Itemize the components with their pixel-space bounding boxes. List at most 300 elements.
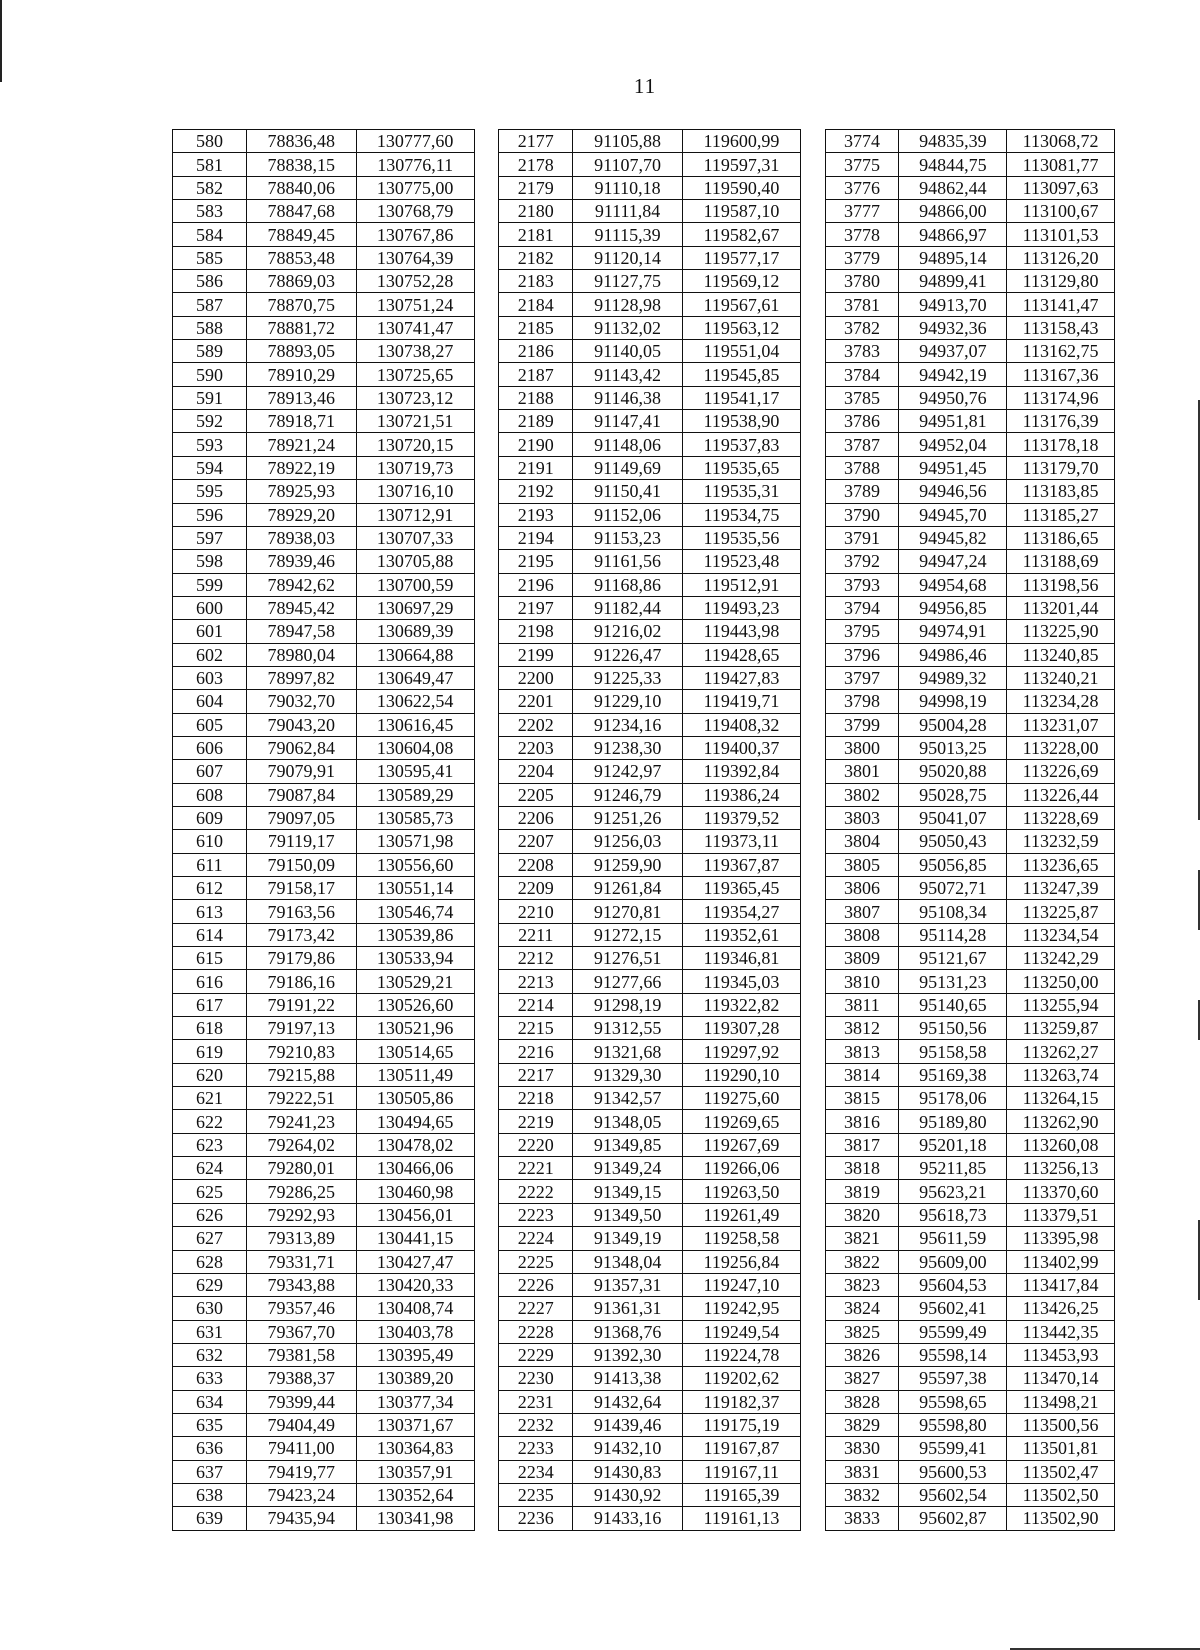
table-cell-y-coordinate: 119535,31 — [682, 480, 800, 503]
column-gap — [800, 1250, 825, 1273]
column-gap — [800, 1157, 825, 1180]
table-cell-y-coordinate: 130364,83 — [356, 1437, 474, 1460]
table-cell-x-coordinate: 91111,84 — [573, 200, 683, 223]
table-cell-x-coordinate: 79032,70 — [246, 690, 356, 713]
column-gap — [800, 1413, 825, 1436]
table-cell-point-id: 3808 — [825, 923, 899, 946]
table-cell-y-coordinate: 113250,00 — [1007, 970, 1115, 993]
table-cell-point-id: 613 — [173, 900, 247, 923]
table-cell-x-coordinate: 95072,71 — [899, 877, 1007, 900]
table-cell-y-coordinate: 113370,60 — [1007, 1180, 1115, 1203]
table-cell-y-coordinate: 113234,28 — [1007, 690, 1115, 713]
table-cell-x-coordinate: 91276,51 — [573, 947, 683, 970]
table-cell-x-coordinate: 94947,24 — [899, 550, 1007, 573]
table-cell-x-coordinate: 91259,90 — [573, 853, 683, 876]
table-cell-point-id: 594 — [173, 456, 247, 479]
table-row — [173, 503, 1115, 526]
table-cell-x-coordinate: 94989,32 — [899, 666, 1007, 689]
table-cell-y-coordinate: 119590,40 — [682, 176, 800, 199]
table-cell-y-coordinate: 130697,29 — [356, 596, 474, 619]
table-row — [173, 1507, 1115, 1530]
table-cell-point-id: 3826 — [825, 1343, 899, 1366]
column-gap — [474, 1227, 499, 1250]
table-row — [173, 1460, 1115, 1483]
table-cell-y-coordinate: 113068,72 — [1007, 130, 1115, 153]
table-cell-y-coordinate: 130712,91 — [356, 503, 474, 526]
table-cell-point-id: 2181 — [499, 223, 573, 246]
table-cell-point-id: 3798 — [825, 690, 899, 713]
table-cell-x-coordinate: 91238,30 — [573, 736, 683, 759]
table-cell-point-id: 586 — [173, 270, 247, 293]
column-gap — [800, 573, 825, 596]
table-cell-x-coordinate: 95611,59 — [899, 1227, 1007, 1250]
table-cell-x-coordinate: 94945,82 — [899, 526, 1007, 549]
table-cell-x-coordinate: 79097,05 — [246, 806, 356, 829]
table-cell-x-coordinate: 78997,82 — [246, 666, 356, 689]
table-cell-point-id: 597 — [173, 526, 247, 549]
table-cell-y-coordinate: 119569,12 — [682, 270, 800, 293]
column-gap — [474, 1413, 499, 1436]
table-row — [173, 386, 1115, 409]
table-cell-x-coordinate: 94899,41 — [899, 270, 1007, 293]
table-row — [173, 340, 1115, 363]
table-row — [173, 176, 1115, 199]
table-cell-point-id: 614 — [173, 923, 247, 946]
table-cell-point-id: 2212 — [499, 947, 573, 970]
column-gap — [474, 760, 499, 783]
table-cell-y-coordinate: 113426,25 — [1007, 1297, 1115, 1320]
table-cell-point-id: 3792 — [825, 550, 899, 573]
table-cell-x-coordinate: 78853,48 — [246, 246, 356, 269]
table-cell-y-coordinate: 119379,52 — [682, 806, 800, 829]
table-cell-point-id: 2182 — [499, 246, 573, 269]
table-cell-point-id: 3805 — [825, 853, 899, 876]
table-cell-y-coordinate: 113231,07 — [1007, 713, 1115, 736]
coordinates-table — [172, 129, 1115, 1531]
column-gap — [474, 1320, 499, 1343]
table-cell-x-coordinate: 79357,46 — [246, 1297, 356, 1320]
table-cell-y-coordinate: 130420,33 — [356, 1273, 474, 1296]
table-cell-y-coordinate: 119538,90 — [682, 410, 800, 433]
table-cell-x-coordinate: 78893,05 — [246, 340, 356, 363]
column-gap — [474, 1297, 499, 1320]
table-row — [173, 1180, 1115, 1203]
column-gap — [800, 1297, 825, 1320]
table-cell-point-id: 2223 — [499, 1203, 573, 1226]
table-cell-point-id: 3799 — [825, 713, 899, 736]
table-cell-y-coordinate: 119587,10 — [682, 200, 800, 223]
table-cell-x-coordinate: 91270,81 — [573, 900, 683, 923]
column-gap — [474, 573, 499, 596]
table-row — [173, 363, 1115, 386]
table-cell-x-coordinate: 79343,88 — [246, 1273, 356, 1296]
table-cell-point-id: 625 — [173, 1180, 247, 1203]
table-cell-point-id: 2231 — [499, 1390, 573, 1413]
table-cell-point-id: 3779 — [825, 246, 899, 269]
table-cell-point-id: 2230 — [499, 1367, 573, 1390]
table-cell-x-coordinate: 95108,34 — [899, 900, 1007, 923]
table-cell-x-coordinate: 78849,45 — [246, 223, 356, 246]
column-gap — [474, 386, 499, 409]
column-gap — [800, 386, 825, 409]
table-cell-x-coordinate: 95618,73 — [899, 1203, 1007, 1226]
table-cell-y-coordinate: 130776,11 — [356, 153, 474, 176]
table-cell-x-coordinate: 94951,45 — [899, 456, 1007, 479]
table-cell-point-id: 2197 — [499, 596, 573, 619]
table-cell-y-coordinate: 130466,06 — [356, 1157, 474, 1180]
table-cell-point-id: 633 — [173, 1367, 247, 1390]
column-gap — [800, 877, 825, 900]
table-cell-y-coordinate: 130533,94 — [356, 947, 474, 970]
table-cell-point-id: 626 — [173, 1203, 247, 1226]
table-row — [173, 970, 1115, 993]
table-cell-point-id: 2229 — [499, 1343, 573, 1366]
table-cell-x-coordinate: 94835,39 — [899, 130, 1007, 153]
table-cell-point-id: 2204 — [499, 760, 573, 783]
table-cell-point-id: 637 — [173, 1460, 247, 1483]
column-gap — [800, 947, 825, 970]
table-cell-y-coordinate: 130738,27 — [356, 340, 474, 363]
column-gap — [474, 223, 499, 246]
table-cell-point-id: 3827 — [825, 1367, 899, 1390]
table-cell-point-id: 591 — [173, 386, 247, 409]
table-cell-x-coordinate: 79191,22 — [246, 993, 356, 1016]
table-cell-y-coordinate: 130689,39 — [356, 620, 474, 643]
table-cell-x-coordinate: 79435,94 — [246, 1507, 356, 1530]
table-cell-x-coordinate: 91150,41 — [573, 480, 683, 503]
column-gap — [474, 433, 499, 456]
table-cell-y-coordinate: 113081,77 — [1007, 153, 1115, 176]
table-cell-x-coordinate: 91234,16 — [573, 713, 683, 736]
table-cell-x-coordinate: 91312,55 — [573, 1017, 683, 1040]
table-cell-x-coordinate: 91148,06 — [573, 433, 683, 456]
table-cell-point-id: 3802 — [825, 783, 899, 806]
table-row — [173, 596, 1115, 619]
table-cell-point-id: 3788 — [825, 456, 899, 479]
table-cell-x-coordinate: 78947,58 — [246, 620, 356, 643]
table-cell-y-coordinate: 119551,04 — [682, 340, 800, 363]
table-cell-x-coordinate: 94986,46 — [899, 643, 1007, 666]
column-gap — [474, 130, 499, 153]
table-cell-y-coordinate: 119545,85 — [682, 363, 800, 386]
table-cell-y-coordinate: 119258,58 — [682, 1227, 800, 1250]
column-gap — [800, 666, 825, 689]
table-cell-x-coordinate: 91348,05 — [573, 1110, 683, 1133]
table-cell-point-id: 2191 — [499, 456, 573, 479]
table-cell-x-coordinate: 95013,25 — [899, 736, 1007, 759]
column-gap — [474, 666, 499, 689]
table-row — [173, 1273, 1115, 1296]
column-gap — [474, 176, 499, 199]
column-gap — [800, 456, 825, 479]
table-cell-y-coordinate: 119249,54 — [682, 1320, 800, 1343]
column-gap — [800, 1273, 825, 1296]
table-cell-point-id: 3780 — [825, 270, 899, 293]
table-cell-x-coordinate: 95140,65 — [899, 993, 1007, 1016]
column-gap — [474, 900, 499, 923]
column-gap — [800, 1133, 825, 1156]
table-row — [173, 153, 1115, 176]
table-cell-y-coordinate: 113402,99 — [1007, 1250, 1115, 1273]
column-gap — [800, 1203, 825, 1226]
table-row — [173, 200, 1115, 223]
table-cell-x-coordinate: 91349,15 — [573, 1180, 683, 1203]
table-row — [173, 1390, 1115, 1413]
table-cell-point-id: 3778 — [825, 223, 899, 246]
table-cell-y-coordinate: 119167,11 — [682, 1460, 800, 1483]
column-gap — [800, 690, 825, 713]
table-cell-y-coordinate: 119242,95 — [682, 1297, 800, 1320]
column-gap — [800, 176, 825, 199]
table-cell-point-id: 619 — [173, 1040, 247, 1063]
table-cell-y-coordinate: 130720,15 — [356, 433, 474, 456]
table-cell-y-coordinate: 119256,84 — [682, 1250, 800, 1273]
table-cell-y-coordinate: 113185,27 — [1007, 503, 1115, 526]
table-row — [173, 923, 1115, 946]
table-cell-y-coordinate: 113179,70 — [1007, 456, 1115, 479]
table-cell-x-coordinate: 91229,10 — [573, 690, 683, 713]
table-cell-point-id: 3821 — [825, 1227, 899, 1250]
table-cell-y-coordinate: 119534,75 — [682, 503, 800, 526]
table-cell-x-coordinate: 79388,37 — [246, 1367, 356, 1390]
table-cell-point-id: 615 — [173, 947, 247, 970]
column-gap — [474, 736, 499, 759]
table-cell-point-id: 2235 — [499, 1483, 573, 1506]
table-cell-y-coordinate: 113442,35 — [1007, 1320, 1115, 1343]
table-cell-x-coordinate: 78945,42 — [246, 596, 356, 619]
table-cell-y-coordinate: 130616,45 — [356, 713, 474, 736]
table-cell-point-id: 3831 — [825, 1460, 899, 1483]
table-cell-y-coordinate: 113201,44 — [1007, 596, 1115, 619]
table-cell-point-id: 2201 — [499, 690, 573, 713]
table-row — [173, 433, 1115, 456]
table-cell-y-coordinate: 119600,99 — [682, 130, 800, 153]
table-cell-y-coordinate: 119266,06 — [682, 1157, 800, 1180]
table-cell-x-coordinate: 78910,29 — [246, 363, 356, 386]
column-gap — [800, 340, 825, 363]
table-cell-point-id: 3828 — [825, 1390, 899, 1413]
column-gap — [474, 1203, 499, 1226]
table-cell-x-coordinate: 91349,24 — [573, 1157, 683, 1180]
table-row — [173, 1367, 1115, 1390]
table-cell-point-id: 3803 — [825, 806, 899, 829]
table-cell-y-coordinate: 113242,29 — [1007, 947, 1115, 970]
table-cell-y-coordinate: 130585,73 — [356, 806, 474, 829]
table-cell-x-coordinate: 78918,71 — [246, 410, 356, 433]
table-cell-point-id: 584 — [173, 223, 247, 246]
table-cell-point-id: 608 — [173, 783, 247, 806]
column-gap — [474, 1087, 499, 1110]
table-cell-y-coordinate: 130546,74 — [356, 900, 474, 923]
table-cell-y-coordinate: 113264,15 — [1007, 1087, 1115, 1110]
table-cell-y-coordinate: 113236,65 — [1007, 853, 1115, 876]
table-cell-x-coordinate: 79399,44 — [246, 1390, 356, 1413]
column-gap — [474, 550, 499, 573]
table-cell-y-coordinate: 113178,18 — [1007, 433, 1115, 456]
table-cell-point-id: 3786 — [825, 410, 899, 433]
table-cell-y-coordinate: 119535,56 — [682, 526, 800, 549]
table-cell-y-coordinate: 113502,47 — [1007, 1460, 1115, 1483]
column-gap — [800, 1460, 825, 1483]
table-cell-x-coordinate: 91329,30 — [573, 1063, 683, 1086]
column-gap — [800, 246, 825, 269]
table-cell-x-coordinate: 94844,75 — [899, 153, 1007, 176]
table-cell-x-coordinate: 95602,54 — [899, 1483, 1007, 1506]
table-row — [173, 270, 1115, 293]
table-cell-y-coordinate: 119567,61 — [682, 293, 800, 316]
table-cell-x-coordinate: 91132,02 — [573, 316, 683, 339]
column-gap — [474, 713, 499, 736]
table-cell-point-id: 600 — [173, 596, 247, 619]
table-row — [173, 900, 1115, 923]
table-cell-point-id: 2195 — [499, 550, 573, 573]
table-cell-point-id: 3785 — [825, 386, 899, 409]
table-cell-x-coordinate: 79423,24 — [246, 1483, 356, 1506]
table-cell-x-coordinate: 91251,26 — [573, 806, 683, 829]
column-gap — [474, 783, 499, 806]
column-gap — [800, 923, 825, 946]
table-cell-y-coordinate: 130357,91 — [356, 1460, 474, 1483]
table-cell-y-coordinate: 113498,21 — [1007, 1390, 1115, 1413]
table-cell-x-coordinate: 95598,14 — [899, 1343, 1007, 1366]
table-cell-y-coordinate: 119182,37 — [682, 1390, 800, 1413]
table-cell-point-id: 3814 — [825, 1063, 899, 1086]
table-cell-y-coordinate: 113263,74 — [1007, 1063, 1115, 1086]
table-cell-x-coordinate: 91348,04 — [573, 1250, 683, 1273]
table-row — [173, 1413, 1115, 1436]
column-gap — [474, 1367, 499, 1390]
table-cell-y-coordinate: 113162,75 — [1007, 340, 1115, 363]
column-gap — [474, 153, 499, 176]
table-cell-y-coordinate: 119597,31 — [682, 153, 800, 176]
table-cell-y-coordinate: 113240,85 — [1007, 643, 1115, 666]
table-cell-x-coordinate: 91430,83 — [573, 1460, 683, 1483]
column-gap — [800, 620, 825, 643]
column-gap — [800, 526, 825, 549]
column-gap — [800, 596, 825, 619]
table-row — [173, 947, 1115, 970]
table-cell-y-coordinate: 130511,49 — [356, 1063, 474, 1086]
table-cell-x-coordinate: 94895,14 — [899, 246, 1007, 269]
table-cell-x-coordinate: 91128,98 — [573, 293, 683, 316]
table-cell-point-id: 2192 — [499, 480, 573, 503]
table-cell-x-coordinate: 95598,80 — [899, 1413, 1007, 1436]
table-cell-y-coordinate: 119373,11 — [682, 830, 800, 853]
column-gap — [800, 316, 825, 339]
table-cell-y-coordinate: 130716,10 — [356, 480, 474, 503]
column-gap — [474, 1110, 499, 1133]
column-gap — [474, 410, 499, 433]
table-cell-x-coordinate: 91182,44 — [573, 596, 683, 619]
table-cell-x-coordinate: 79264,02 — [246, 1133, 356, 1156]
table-cell-y-coordinate: 113101,53 — [1007, 223, 1115, 246]
table-cell-y-coordinate: 119427,83 — [682, 666, 800, 689]
table-cell-point-id: 630 — [173, 1297, 247, 1320]
table-cell-y-coordinate: 119577,17 — [682, 246, 800, 269]
table-cell-y-coordinate: 119523,48 — [682, 550, 800, 573]
table-cell-y-coordinate: 113500,56 — [1007, 1413, 1115, 1436]
table-cell-x-coordinate: 95211,85 — [899, 1157, 1007, 1180]
table-cell-y-coordinate: 130707,33 — [356, 526, 474, 549]
column-gap — [800, 1343, 825, 1366]
table-cell-x-coordinate: 91277,66 — [573, 970, 683, 993]
table-cell-x-coordinate: 78939,46 — [246, 550, 356, 573]
column-gap — [474, 923, 499, 946]
table-cell-y-coordinate: 113126,20 — [1007, 246, 1115, 269]
table-cell-y-coordinate: 119367,87 — [682, 853, 800, 876]
table-cell-point-id: 585 — [173, 246, 247, 269]
table-cell-x-coordinate: 94954,68 — [899, 573, 1007, 596]
table-cell-x-coordinate: 91168,86 — [573, 573, 683, 596]
column-gap — [800, 1437, 825, 1460]
table-cell-x-coordinate: 91298,19 — [573, 993, 683, 1016]
table-row — [173, 643, 1115, 666]
table-cell-y-coordinate: 119161,13 — [682, 1507, 800, 1530]
table-row — [173, 456, 1115, 479]
table-cell-x-coordinate: 91349,85 — [573, 1133, 683, 1156]
column-gap — [800, 830, 825, 853]
column-gap — [474, 690, 499, 713]
table-cell-point-id: 2232 — [499, 1413, 573, 1436]
table-cell-point-id: 2208 — [499, 853, 573, 876]
table-cell-x-coordinate: 91146,38 — [573, 386, 683, 409]
table-cell-y-coordinate: 130571,98 — [356, 830, 474, 853]
table-cell-y-coordinate: 130539,86 — [356, 923, 474, 946]
column-gap — [474, 270, 499, 293]
table-cell-point-id: 582 — [173, 176, 247, 199]
table-cell-point-id: 627 — [173, 1227, 247, 1250]
table-cell-point-id: 3776 — [825, 176, 899, 199]
column-gap — [474, 1460, 499, 1483]
table-cell-y-coordinate: 119322,82 — [682, 993, 800, 1016]
table-cell-x-coordinate: 91152,06 — [573, 503, 683, 526]
table-cell-point-id: 618 — [173, 1017, 247, 1040]
table-cell-x-coordinate: 91107,70 — [573, 153, 683, 176]
table-cell-point-id: 2209 — [499, 877, 573, 900]
table-cell-y-coordinate: 130529,21 — [356, 970, 474, 993]
table-cell-x-coordinate: 91216,02 — [573, 620, 683, 643]
table-cell-y-coordinate: 113198,56 — [1007, 573, 1115, 596]
table-cell-x-coordinate: 95201,18 — [899, 1133, 1007, 1156]
table-cell-point-id: 3789 — [825, 480, 899, 503]
table-row — [173, 1110, 1115, 1133]
table-cell-point-id: 2178 — [499, 153, 573, 176]
table-cell-point-id: 2202 — [499, 713, 573, 736]
table-cell-y-coordinate: 130456,01 — [356, 1203, 474, 1226]
column-gap — [800, 900, 825, 923]
table-cell-point-id: 3801 — [825, 760, 899, 783]
table-cell-x-coordinate: 91432,10 — [573, 1437, 683, 1460]
table-cell-x-coordinate: 95050,43 — [899, 830, 1007, 853]
table-cell-point-id: 2194 — [499, 526, 573, 549]
table-cell-point-id: 2198 — [499, 620, 573, 643]
table-cell-point-id: 3829 — [825, 1413, 899, 1436]
table-cell-point-id: 2226 — [499, 1273, 573, 1296]
table-cell-x-coordinate: 91256,03 — [573, 830, 683, 853]
table-cell-y-coordinate: 113228,69 — [1007, 806, 1115, 829]
table-row — [173, 806, 1115, 829]
table-cell-point-id: 2184 — [499, 293, 573, 316]
column-gap — [474, 1390, 499, 1413]
table-cell-point-id: 611 — [173, 853, 247, 876]
table-row — [173, 316, 1115, 339]
table-cell-x-coordinate: 91246,79 — [573, 783, 683, 806]
table-cell-point-id: 3809 — [825, 947, 899, 970]
table-cell-point-id: 2179 — [499, 176, 573, 199]
table-cell-x-coordinate: 79210,83 — [246, 1040, 356, 1063]
table-cell-y-coordinate: 113262,27 — [1007, 1040, 1115, 1063]
table-row — [173, 550, 1115, 573]
